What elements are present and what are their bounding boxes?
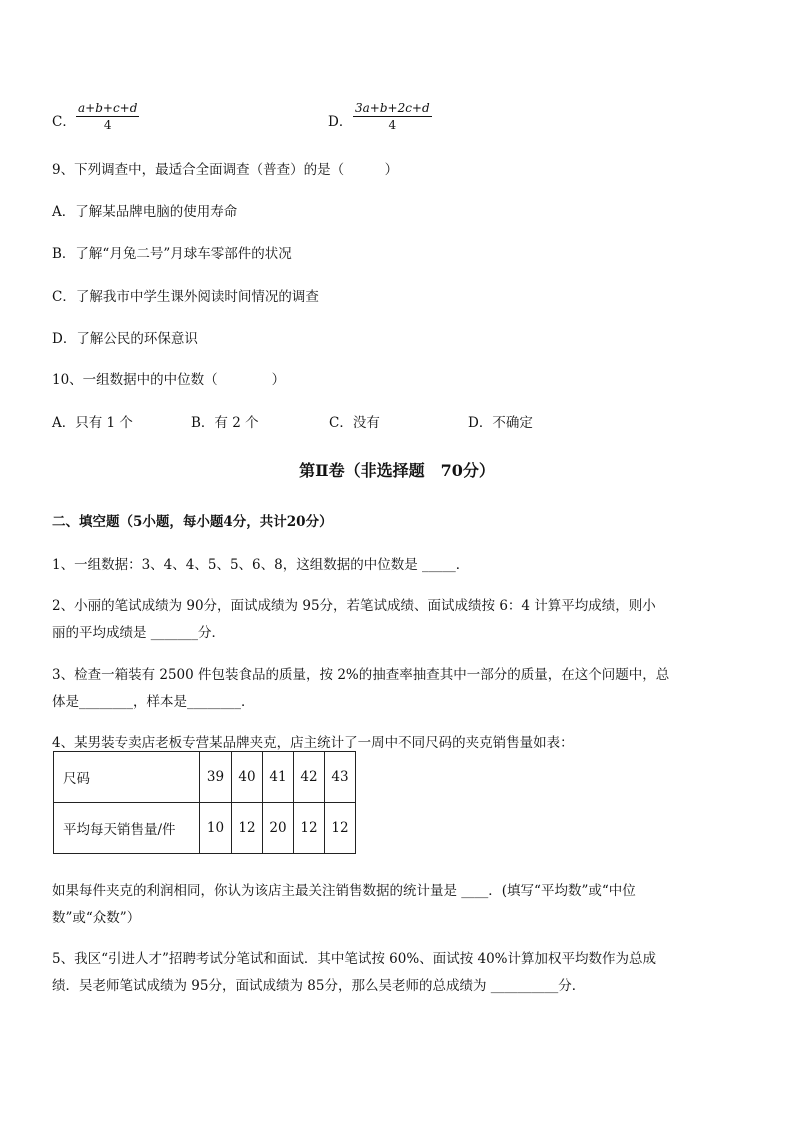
q9-option-a: A．了解某品牌电脑的使用寿命 xyxy=(52,204,238,220)
table-cell: 12 xyxy=(232,803,263,854)
section-heading: 二、填空题（5小题，每小题4分，共计20分） xyxy=(52,514,333,530)
table-cell: 12 xyxy=(325,803,356,854)
fill-q4-after-line1: 如果每件夹克的利润相同，你认为该店主最关注销售数据的统计量是 ____．(填写“平均数”或“中位 xyxy=(52,883,636,899)
fill-q4-after-line2: 数”或“众数”） xyxy=(52,910,141,926)
fill-q4-intro: 4、某男装专卖店老板专营某品牌夹克，店主统计了一周中不同尺码的夹克销售量如表： xyxy=(52,735,574,751)
fill-q1: 1、一组数据：3、4、4、5、5、6、8，这组数据的中位数是 _____． xyxy=(52,557,470,573)
fill-q2-line2: 丽的平均成绩是 _______分． xyxy=(52,625,226,641)
size-sales-table xyxy=(53,751,356,854)
q10-option-b: B．有 2 个 xyxy=(191,415,259,431)
table-cell-label: 尺码 xyxy=(54,752,200,803)
table-cell: 42 xyxy=(294,752,325,803)
option-d-fraction xyxy=(353,100,432,133)
table-cell: 12 xyxy=(294,803,325,854)
q9-option-b: B．了解“月兔二号”月球车零部件的状况 xyxy=(52,246,292,262)
option-c-fraction xyxy=(76,100,139,133)
option-c-denominator: 4 xyxy=(103,118,112,132)
option-c-label: C． xyxy=(52,114,76,130)
q10-option-d: D．不确定 xyxy=(468,415,533,431)
table-cell: 41 xyxy=(263,752,294,803)
table-cell-label: 平均每天销售量/件 xyxy=(54,803,200,854)
q10-question: 10、一组数据中的中位数（ ） xyxy=(52,372,286,388)
option-d-label: D． xyxy=(328,114,353,130)
table-row xyxy=(54,803,356,854)
fill-q3-line1: 3、检查一箱装有 2500 件包装食品的质量，按 2%的抽查率抽查其中一部分的质量，在这个问题中，总 xyxy=(52,667,670,683)
table-row xyxy=(54,752,356,803)
table-cell: 40 xyxy=(232,752,263,803)
option-d-denominator: 4 xyxy=(388,118,397,132)
fill-q5-line2: 绩．吴老师笔试成绩为 95分，面试成绩为 85分，那么吴老师的总成绩为 __________分． xyxy=(52,978,586,994)
section-title: 第Ⅱ卷（非选择题 70分） xyxy=(299,461,495,480)
option-d-numerator: 3a+b+2c+d xyxy=(355,101,430,115)
q9-option-c: C．了解我市中学生课外阅读时间情况的调查 xyxy=(52,289,319,305)
fill-q5-line1: 5、我区“引进人才”招聘考试分笔试和面试．其中笔试按 60%、面试按 40%计算加权平均数作为总成 xyxy=(52,951,656,967)
q10-option-c: C．没有 xyxy=(329,415,380,431)
table-cell: 43 xyxy=(325,752,356,803)
fill-q3-line2: 体是________，样本是________． xyxy=(52,694,255,710)
fill-q2-line1: 2、小丽的笔试成绩为 90分，面试成绩为 95分，若笔试成绩、面试成绩按 6：4 计算平均成绩，则小 xyxy=(52,598,656,614)
q10-option-a: A．只有 1 个 xyxy=(52,415,133,431)
q9-option-d: D．了解公民的环保意识 xyxy=(52,331,198,347)
table-cell: 20 xyxy=(263,803,294,854)
table-cell: 39 xyxy=(200,752,232,803)
table-cell: 10 xyxy=(200,803,232,854)
q9-question: 9、下列调查中，最适合全面调查（普查）的是（ ） xyxy=(52,162,399,178)
option-c-numerator: a+b+c+d xyxy=(78,101,138,115)
